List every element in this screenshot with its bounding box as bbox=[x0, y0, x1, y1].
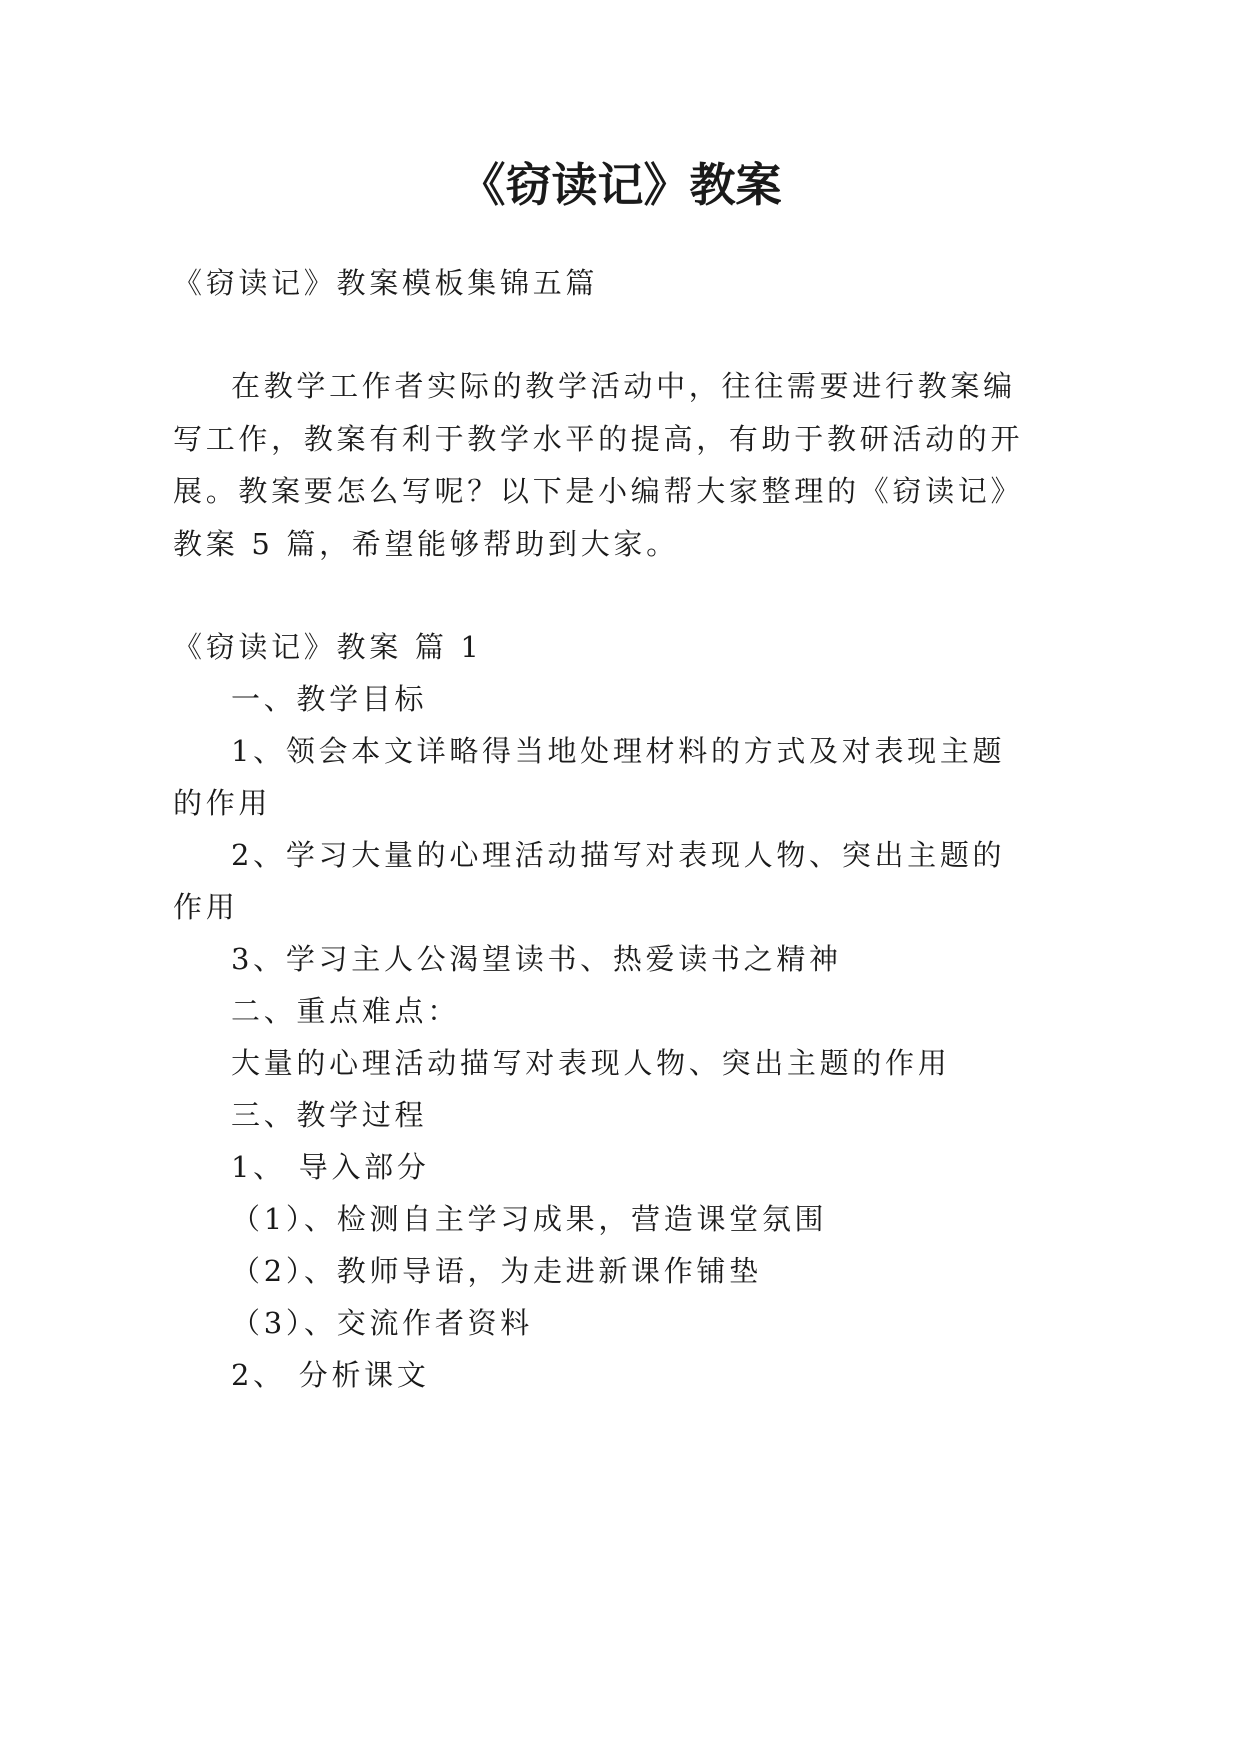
body-line: （1）、检测自主学习成果，营造课堂氛围 bbox=[231, 1202, 828, 1236]
intro-line: 在教学工作者实际的教学活动中，往往需要进行教案编 bbox=[231, 369, 1016, 403]
body-line: 大量的心理活动描写对表现人物、突出主题的作用 bbox=[231, 1046, 951, 1080]
body-line: 二、重点难点： bbox=[231, 994, 460, 1028]
body-line: 3、学习主人公渴望读书、热爱读书之精神 bbox=[231, 942, 842, 976]
document-title: 《窃读记》教案 bbox=[459, 158, 782, 212]
intro-line: 教案 5 篇，希望能够帮助到大家。 bbox=[173, 527, 679, 561]
intro-line: 展。教案要怎么写呢？以下是小编帮大家整理的《窃读记》 bbox=[173, 474, 1024, 508]
body-line: 的作用 bbox=[173, 786, 272, 820]
body-line: （3）、交流作者资料 bbox=[231, 1306, 533, 1340]
body-line: 三、教学过程 bbox=[231, 1098, 428, 1132]
body-line: 2、 分析课文 bbox=[231, 1358, 430, 1392]
body-line: 作用 bbox=[173, 890, 239, 924]
body-line: 1、领会本文详略得当地处理材料的方式及对表现主题 bbox=[231, 734, 1006, 768]
section-heading: 《窃读记》教案 篇 1 bbox=[173, 630, 483, 664]
body-line: （2）、教师导语，为走进新课作铺垫 bbox=[231, 1254, 762, 1288]
body-line: 一、教学目标 bbox=[231, 682, 428, 716]
body-line: 1、 导入部分 bbox=[231, 1150, 430, 1184]
body-line: 2、学习大量的心理活动描写对表现人物、突出主题的 bbox=[231, 838, 1006, 872]
document-subtitle: 《窃读记》教案模板集锦五篇 bbox=[173, 266, 599, 300]
intro-line: 写工作，教案有利于教学水平的提高，有助于教研活动的开 bbox=[173, 422, 1024, 456]
